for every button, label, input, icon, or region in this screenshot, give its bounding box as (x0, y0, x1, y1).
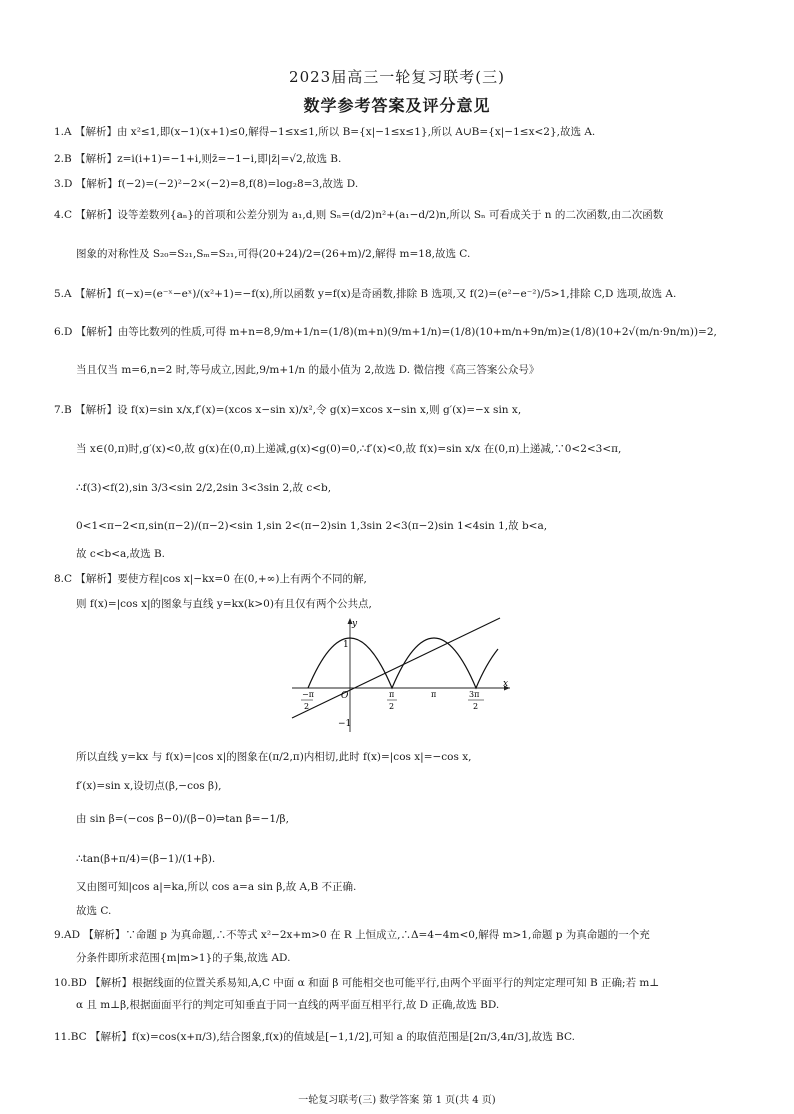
answer-4-line-1: 4.C 【解析】设等差数列{aₙ}的首项和公差分别为 a₁,d,则 Sₙ=(d/2)n²+(a₁−d/2)n,所以 Sₙ 可看成关于 n 的二次函数,由二次函数 (54, 209, 664, 221)
abs-cos-curve (308, 638, 498, 688)
tick-pi-half-den: 2 (389, 702, 395, 711)
tick-3pi-half-num: 3π (469, 690, 480, 699)
tick-3pi-half-den: 2 (473, 702, 479, 711)
answer-3-line: 3.D 【解析】f(−2)=(−2)²−2×(−2)=8,f(8)=log₂8=3,故选 D. (54, 178, 359, 190)
origin-label: O (341, 691, 349, 701)
tick-1-label: 1 (343, 640, 349, 650)
line-y-kx (292, 618, 500, 718)
answer-2-line: 2.B 【解析】z=i(i+1)=−1+i,则z̄=−1−i,即|z̄|=√2,故选 B. (54, 153, 342, 165)
answer-8-line-8: 故选 C. (76, 905, 112, 917)
answer-5-line: 5.A 【解析】f(−x)=(e⁻ˣ−eˣ)/(x²+1)=−f(x),所以函数 y=f(x)是奇函数,排除 B 选项,又 f(2)=(e²−e⁻²)/5>1,排除 C,D 选项,故选 A. (54, 288, 677, 300)
answer-9-line-1: 9.AD 【解析】∵命题 p 为真命题,∴不等式 x²−2x+m>0 在 R 上恒成立,∴Δ=4−4m<0,解得 m>1,命题 p 为真命题的一个充 (54, 929, 650, 941)
answer-8-line-7: 又由图可知|cos a|=ka,所以 cos a=a sin β,故 A,B 不正确. (76, 881, 357, 893)
abs-cos-graph (288, 614, 512, 734)
answer-7-line-5: 故 c<b<a,故选 B. (76, 548, 166, 560)
tick-pi-half-num: π (389, 690, 395, 699)
answer-7-line-2: 当 x∈(0,π)时,g′(x)<0,故 g(x)在(0,π)上递减,g(x)<g(0)=0,∴f′(x)<0,故 f(x)=sin x/x 在(0,π)上递减,∵0<2<3<π, (76, 443, 622, 455)
tick-pi-label: π (431, 690, 437, 699)
answer-8-line-4: f′(x)=sin x,设切点(β,−cos β), (76, 780, 222, 792)
answer-6-line-1: 6.D 【解析】由等比数列的性质,可得 m+n=8,9/m+1/n=(1/8)(m+n)(9/m+1/n)=(1/8)(10+m/n+9n/m)≥(1/8)(10+2√(m/n·9n/m))=2, (54, 326, 717, 338)
answer-8-line-6: ∴tan(β+π/4)=(β−1)/(1+β). (76, 853, 216, 865)
answer-7-line-1: 7.B 【解析】设 f(x)=sin x/x,f′(x)=(xcos x−sin x)/x²,令 g(x)=xcos x−sin x,则 g′(x)=−x sin x, (54, 404, 522, 416)
page-footer: 一轮复习联考(三) 数学答案 第 1 页(共 4 页) (298, 1095, 496, 1106)
answer-4-line-2: 图象的对称性及 S₂₀=S₂₁,Sₘ=S₂₁,可得(20+24)/2=(26+m)/2,解得 m=18,故选 C. (76, 248, 471, 260)
answer-8-line-1: 8.C 【解析】要使方程|cos x|−kx=0 在(0,+∞)上有两个不同的解, (54, 573, 367, 585)
answer-7-line-3: ∴f(3)<f(2),sin 3/3<sin 2/2,2sin 3<3sin 2,故 c<b, (76, 482, 332, 494)
x-axis-label: x (503, 679, 509, 689)
answer-8-line-3: 所以直线 y=kx 与 f(x)=|cos x|的图象在(π/2,π)内相切,此时 f(x)=|cos x|=−cos x, (76, 751, 472, 763)
answer-10-line-2: α 且 m⊥β,根据面面平行的判定可知垂直于同一直线的两平面互相平行,故 D 正确,故选 BD. (76, 999, 500, 1011)
tick-neg1-label: −1 (338, 719, 352, 729)
answer-1-line: 1.A 【解析】由 x²≤1,即(x−1)(x+1)≤0,解得−1≤x≤1,所以 B={x|−1≤x≤1},所以 A∪B={x|−1≤x<2},故选 A. (54, 126, 596, 138)
exam-title: 2023届高三一轮复习联考(三) (289, 68, 505, 86)
answer-10-line-1: 10.BD 【解析】根据线面的位置关系易知,A,C 中面 α 和面 β 可能相交也可能平行,由两个平面平行的判定定理可知 B 正确;若 m⊥ (54, 977, 660, 989)
page-title: 数学参考答案及评分意见 (303, 96, 491, 115)
tick-neg-pi-half-den: 2 (304, 702, 310, 711)
answer-9-line-2: 分条件即所求范围{m|m>1}的子集,故选 AD. (76, 952, 291, 964)
answer-7-line-4: 0<1<π−2<π,sin(π−2)/(π−2)<sin 1,sin 2<(π−2)sin 1,3sin 2<3(π−2)sin 1<4sin 1,故 b<a, (76, 520, 548, 532)
answer-8-line-2: 则 f(x)=|cos x|的图象与直线 y=kx(k>0)有且仅有两个公共点, (76, 598, 372, 610)
answer-6-line-2: 当且仅当 m=6,n=2 时,等号成立,因此,9/m+1/n 的最小值为 2,故选 D. 微信搜《高三答案公众号》 (76, 364, 540, 376)
answer-11-line: 11.BC 【解析】f(x)=cos(x+π/3),结合图象,f(x)的值域是[−1,1/2],可知 a 的取值范围是[2π/3,4π/3],故选 BC. (54, 1031, 575, 1043)
answer-8-line-5: 由 sin β=(−cos β−0)/(β−0)⇒tan β=−1/β, (76, 813, 289, 825)
tick-neg-pi-half-num: −π (302, 690, 314, 699)
y-axis-label: y (352, 619, 358, 629)
